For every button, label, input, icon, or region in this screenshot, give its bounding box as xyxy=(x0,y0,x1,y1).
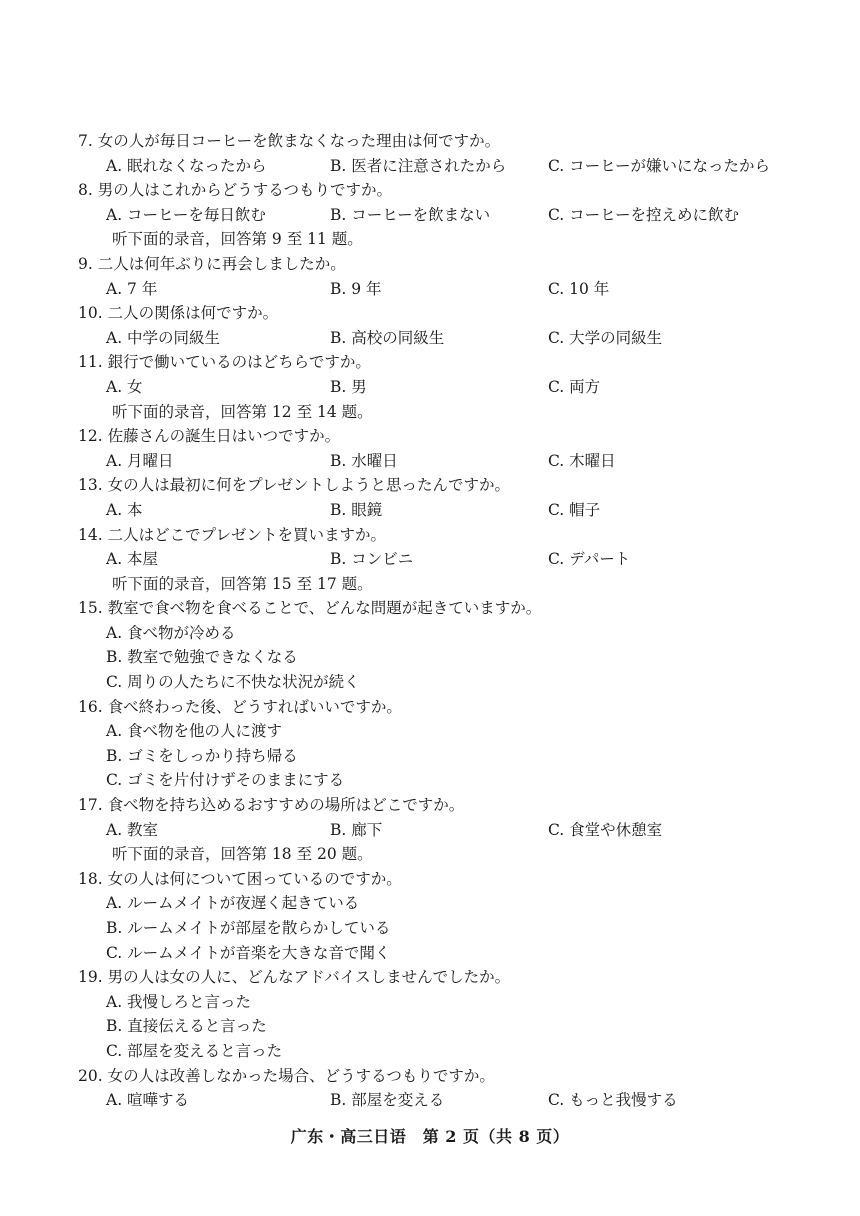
option-row xyxy=(78,154,798,179)
answer-option: A. 月曜日 xyxy=(106,451,174,470)
answer-option: C. 10 年 xyxy=(548,279,610,298)
answer-option: B. ルームメイトが部屋を散らかしている xyxy=(106,919,391,937)
question-stem: 17. 食べ物を持ち込めるおすすめの場所はどこですか。 xyxy=(78,796,465,815)
option-row xyxy=(78,621,798,646)
answer-option: A. 我慢しろと言った xyxy=(106,992,252,1011)
answer-option: A. 本屋 xyxy=(106,550,159,569)
option-row xyxy=(78,326,798,351)
answer-option: B. ゴミをしっかり持ち帰る xyxy=(106,746,298,765)
option-row xyxy=(78,719,798,744)
answer-option: B. 9 年 xyxy=(330,279,382,298)
question-stem: 15. 教室で食べ物を食べることで、どんな問題が起きていますか。 xyxy=(78,599,542,618)
question-stem: 16. 食べ終わった後、どうすればいいですか。 xyxy=(78,697,402,716)
question-stem: 18. 女の人は何について困っているのですか。 xyxy=(78,869,402,888)
option-row xyxy=(78,818,798,843)
answer-option: A. 食べ物を他の人に渡す xyxy=(106,722,283,741)
option-row xyxy=(78,1088,798,1113)
answer-option: C. ルームメイトが音楽を大きな音で聞く xyxy=(106,943,391,962)
option-row xyxy=(78,203,798,228)
option-row xyxy=(78,891,798,916)
option-row xyxy=(78,916,798,941)
answer-option: A. 眠れなくなったから xyxy=(106,156,267,175)
option-row xyxy=(78,670,798,695)
question-stem: 12. 佐藤さんの誕生日はいつですか。 xyxy=(78,427,341,446)
answer-option: B. 男 xyxy=(330,377,367,396)
question-stem: 11. 銀行で働いているのはどちらですか。 xyxy=(78,353,371,372)
answer-option: A. 中学の同級生 xyxy=(106,328,221,347)
option-row xyxy=(78,1039,798,1064)
answer-option: A. ルームメイトが夜遅く起きている xyxy=(106,894,360,913)
page-footer: 广东・高三日语 第 2 页（共 8 页） xyxy=(290,1127,570,1146)
question-stem: 20. 女の人は改善しなかった場合、どうするつもりですか。 xyxy=(78,1066,495,1085)
question-stem: 9. 二人は何年ぶりに再会しましたか。 xyxy=(78,254,346,273)
answer-option: C. 木曜日 xyxy=(548,451,616,470)
option-row xyxy=(78,277,798,302)
answer-option: A. 7 年 xyxy=(106,279,158,298)
answer-option: C. 部屋を変えると言った xyxy=(106,1041,283,1060)
answer-option: B. 高校の同級生 xyxy=(330,328,445,347)
option-row xyxy=(78,941,798,966)
answer-option: C. コーヒーを控えめに飲む xyxy=(548,205,740,224)
question-stem: 14. 二人はどこでプレゼントを買いますか。 xyxy=(78,525,386,544)
section-instruction: 听下面的录音，回答第 18 至 20 题。 xyxy=(112,845,373,864)
question-stem: 19. 男の人は女の人に、どんなアドバイスしませんでしたか。 xyxy=(78,968,511,987)
answer-option: B. 医者に注意されたから xyxy=(330,156,507,175)
answer-option: B. コンビニ xyxy=(330,550,414,569)
option-row xyxy=(78,744,798,769)
option-row xyxy=(78,498,798,523)
option-row xyxy=(78,449,798,474)
answer-option: A. 女 xyxy=(106,377,143,396)
answer-option: C. ゴミを片付けずそのままにする xyxy=(106,771,345,790)
section-instruction: 听下面的录音，回答第 9 至 11 题。 xyxy=(112,230,363,249)
answer-option: C. 帽子 xyxy=(548,500,601,519)
answer-option: B. 教室で勉強できなくなる xyxy=(106,648,298,667)
question-stem: 10. 二人の関係は何ですか。 xyxy=(78,304,279,323)
answer-option: A. 教室 xyxy=(106,820,159,839)
option-row xyxy=(78,645,798,670)
answer-option: B. 眼鏡 xyxy=(330,500,383,519)
option-row xyxy=(78,990,798,1015)
question-stem: 8. 男の人はこれからどうするつもりですか。 xyxy=(78,181,393,200)
option-row xyxy=(78,1014,798,1039)
option-row xyxy=(78,547,798,572)
answer-option: C. もっと我慢する xyxy=(548,1091,678,1110)
option-row xyxy=(78,768,798,793)
answer-option: C. 食堂や休憩室 xyxy=(548,820,663,839)
answer-option: B. 直接伝えると言った xyxy=(106,1017,267,1036)
answer-option: A. 喧嘩する xyxy=(106,1091,190,1110)
answer-option: A. 食べ物が冷める xyxy=(106,623,236,642)
answer-option: B. 廊下 xyxy=(330,820,383,839)
answer-option: B. 水曜日 xyxy=(330,451,398,470)
question-stem: 7. 女の人が毎日コーヒーを飲まなくなった理由は何ですか。 xyxy=(78,132,501,150)
answer-option: C. 周りの人たちに不快な状況が続く xyxy=(106,673,360,692)
section-instruction: 听下面的录音，回答第 15 至 17 题。 xyxy=(112,574,373,593)
answer-option: B. 部屋を変える xyxy=(330,1091,445,1110)
answer-option: C. 大学の同級生 xyxy=(548,328,663,347)
option-row xyxy=(78,375,798,400)
answer-option: C. コーヒーが嫌いになったから xyxy=(548,156,771,175)
section-instruction: 听下面的录音，回答第 12 至 14 题。 xyxy=(112,402,373,421)
answer-option: C. デパート xyxy=(548,550,631,569)
question-stem: 13. 女の人は最初に何をプレゼントしようと思ったんですか。 xyxy=(78,476,510,495)
question-list xyxy=(78,129,798,1113)
answer-option: C. 両方 xyxy=(548,377,601,396)
answer-option: B. コーヒーを飲まない xyxy=(330,205,491,224)
answer-option: A. コーヒーを毎日飲む xyxy=(106,205,266,224)
answer-option: A. 本 xyxy=(106,500,143,519)
